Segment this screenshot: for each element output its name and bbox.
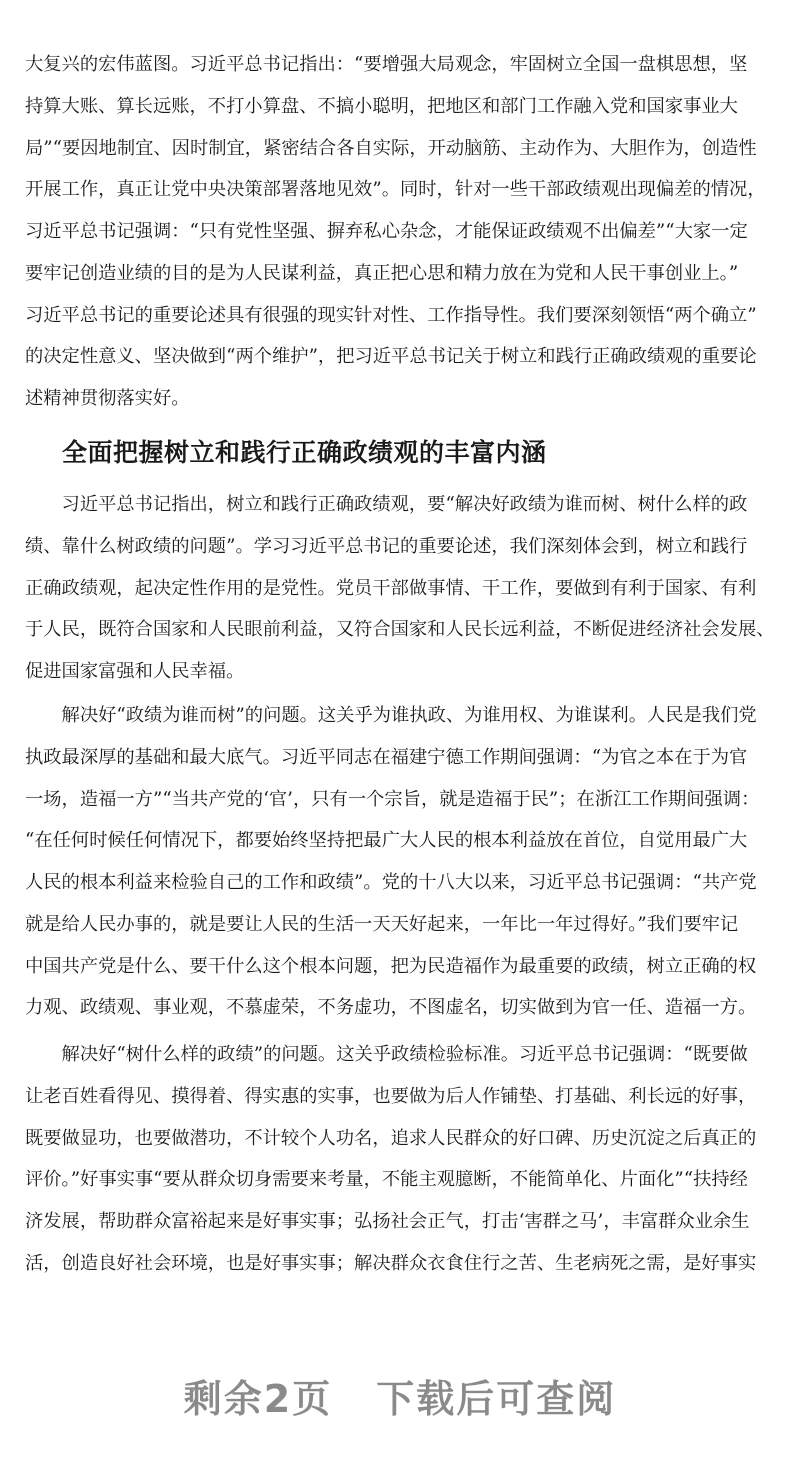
paragraph-1: [25, 44, 790, 420]
text-line: 习近平总书记的重要论述具有很强的现实针对性、工作指导性。我们要深刻领悟“两个确立”: [25, 304, 757, 326]
text-line: “在任何时候任何情况下，都要始终坚持把最广大人民的根本利益放在首位，自觉用最广大: [25, 830, 748, 852]
text-line: 力观、政绩观、事业观，不慕虚荣，不务虚功，不图虚名，切实做到为官一任、造福一方。: [25, 997, 757, 1019]
text-line: 持算大账、算长远账，不打小算盘、不搞小聪明，把地区和部门工作融入党和国家事业大: [25, 95, 738, 117]
text-line: 习近平总书记指出，树立和践行正确政绩观，要“解决好政绩为谁而树、树什么样的政: [25, 494, 748, 515]
text-line: 既要做显功，也要做潜功，不计较个人功名，追求人民群众的好口碑、历史沉淀之后真正的: [25, 1127, 757, 1149]
text-line: 济发展，帮助群众富裕起来是好事实事；弘扬社会正气，打击‘害群之马’，丰富群众业余生: [25, 1211, 750, 1232]
text-line: 正确政绩观，起决定性作用的是党性。党员干部做事情、干工作，要做到有利于国家、有利: [25, 577, 757, 599]
text-line: 让老百姓看得见、摸得着、得实惠的实事，也要做为后人作铺垫、打基础、利长远的好事，: [25, 1085, 757, 1107]
section-heading: 全面把握树立和践行正确政绩观的丰富内涵: [62, 438, 547, 467]
paragraph-4: [25, 1034, 790, 1285]
text-line: 要牢记创造业绩的目的是为人民谋利益，真正把心思和精力放在为党和人民干事创业上。”: [25, 262, 739, 284]
text-line: 人民的根本利益来检验自己的工作和政绩”。党的十八大以来，习近平总书记强调：“共产党: [25, 872, 757, 893]
text-line: 述精神贯彻落实好。: [25, 388, 190, 409]
download-prompt[interactable]: [0, 1368, 800, 1423]
download-to-view-label: 下载后可查阅: [376, 1377, 617, 1421]
text-line: 的决定性意义、坚决做到“两个维护”，把习近平总书记关于树立和践行正确政绩观的重要论: [25, 346, 757, 368]
text-line: 习近平总书记强调：“只有党性坚强、摒弃私心杂念，才能保证政绩观不出偏差”“大家一定: [25, 221, 748, 242]
text-line: 执政最深厚的基础和最大底气。习近平同志在福建宁德工作期间强调：“为官之本在于为官: [25, 746, 748, 768]
text-line: 活，创造良好社会环境，也是好事实事；解决群众衣食住行之苦、生老病死之需，是好事实: [25, 1252, 757, 1274]
text-line: 局”“要因地制宜、因时制宜，紧密结合各自实际，开动脑筋、主动作为、大胆作为，创造性: [25, 137, 757, 159]
paragraph-3: [25, 695, 790, 1029]
paragraph-2: [25, 484, 790, 693]
text-line: 解决好“政绩为谁而树”的问题。这关乎为谁执政、为谁用权、为谁谋利。人民是我们党: [25, 705, 757, 726]
text-line: 中国共产党是什么、要干什么这个根本问题，把为民造福作为最重要的政绩，树立正确的权: [25, 955, 757, 977]
text-line: 于人民，既符合国家和人民眼前利益，又符合国家和人民长远利益，不断促进经济社会发展、: [25, 619, 775, 641]
text-line: 促进国家富强和人民幸福。: [25, 661, 245, 682]
text-line: 一场，造福一方”“当共产党的‘官’，只有一个宗旨，就是造福于民”；在浙江工作期间强调：: [25, 788, 760, 810]
text-line: 评价。”好事实事“要从群众切身需要来考量，不能主观臆断，不能简单化、片面化”“扶持经: [25, 1169, 748, 1191]
text-line: 绩、靠什么树政绩的问题”。学习习近平总书记的重要论述，我们深刻体会到，树立和践行: [25, 535, 748, 557]
text-line: 就是给人民办事的，就是要让人民的生活一天天好起来，一年比一年过得好。”我们要牢记: [25, 913, 739, 935]
text-line: 解决好“树什么样的政绩”的问题。这关乎政绩检验标准。习近平总书记强调：“既要做: [25, 1044, 748, 1065]
text-line: 大复兴的宏伟蓝图。习近平总书记指出：“要增强大局观念，牢固树立全国一盘棋思想，坚: [25, 54, 748, 75]
remaining-pages-label: 剩余2页: [183, 1377, 333, 1421]
text-line: 开展工作，真正让党中央决策部署落地见效”。同时，针对一些干部政绩观出现偏差的情况，: [25, 179, 766, 201]
